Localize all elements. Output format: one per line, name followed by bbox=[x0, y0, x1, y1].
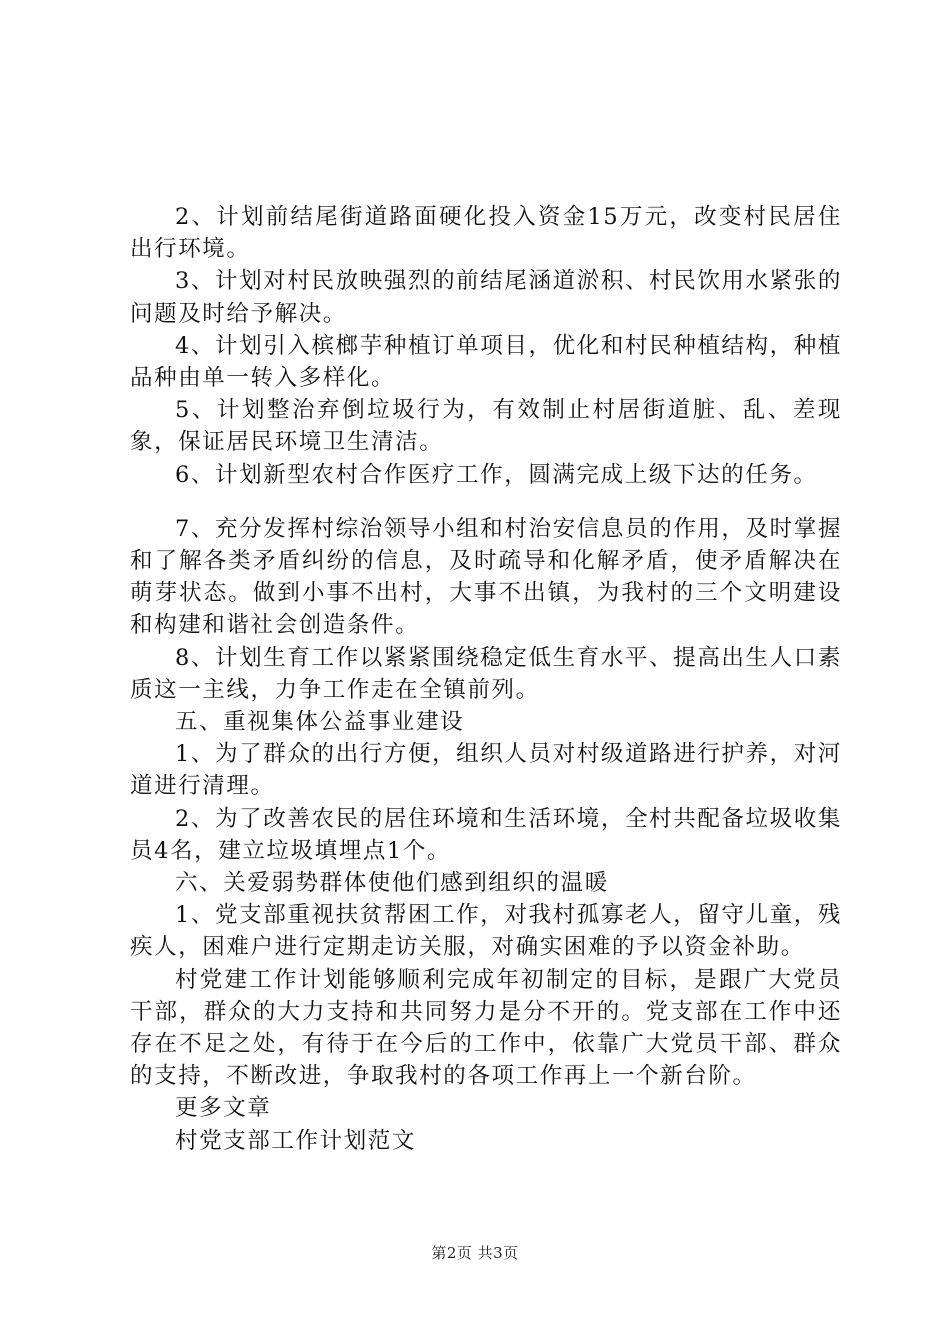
section-heading-5: 五、重视集体公益事业建设 bbox=[175, 709, 465, 736]
paragraph-plan-7: 7、充分发挥村综治领导小组和村治安信息员的作用，及时掌握和了解各类矛盾纠纷的信息，及时疏导和化解矛盾，使矛盾解决在萌芽状态。做到小事不出村，大事不出镇，为我村的三个文明建设和构建和谐社会创造条件。 bbox=[130, 515, 842, 639]
more-articles-label: 更多文章 bbox=[175, 1095, 272, 1122]
paragraph-plan-6: 6、计划新型农村合作医疗工作，圆满完成上级下达的任务。 bbox=[175, 461, 818, 488]
paragraph-plan-5: 5、计划整治弃倒垃圾行为，有效制止村居街道脏、乱、差现象，保证居民环境卫生清洁。 bbox=[130, 397, 842, 456]
section-heading-6: 六、关爱弱势群体使他们感到组织的温暖 bbox=[175, 870, 609, 897]
related-article-title: 村党支部工作计划范文 bbox=[175, 1127, 417, 1154]
paragraph-gap bbox=[130, 491, 842, 513]
paragraph-plan-8: 8、计划生育工作以紧紧围绕稳定低生育水平、提高出生人口素质这一主线，力争工作走在全镇前列。 bbox=[130, 644, 842, 703]
paragraph-plan-3: 3、计划对村民放映强烈的前结尾涵道淤积、村民饮用水紧张的问题及时给予解决。 bbox=[130, 268, 842, 327]
paragraph-public-1: 1、为了群众的出行方便，组织人员对村级道路进行护养，对河道进行清理。 bbox=[130, 741, 842, 800]
paragraph-care-1: 1、党支部重视扶贫帮困工作，对我村孤寡老人，留守儿童，残疾人，困难户进行定期走访关服，对确实困难的予以资金补助。 bbox=[130, 902, 842, 961]
page-number-footer: 第2页 共3页 bbox=[431, 1244, 519, 1262]
paragraph-plan-2: 2、计划前结尾街道路面硬化投入资金15万元，改变村民居住出行环境。 bbox=[130, 204, 842, 263]
document-body bbox=[130, 201, 842, 1157]
paragraph-summary: 村党建工作计划能够顺利完成年初制定的目标，是跟广大党员干部，群众的大力支持和共同努力是分不开的。党支部在工作中还存在不足之处，有待于在今后的工作中，依靠广大党员干部、群众的支持，不断改进，争取我村的各项工作再上一个新台阶。 bbox=[130, 966, 842, 1090]
paragraph-public-2: 2、为了改善农民的居住环境和生活环境，全村共配备垃圾收集员4名，建立垃圾填埋点1个。 bbox=[130, 805, 842, 864]
paragraph-plan-4: 4、计划引入槟榔芋种植订单项目，优化和村民种植结构，种植品种由单一转入多样化。 bbox=[130, 332, 842, 392]
